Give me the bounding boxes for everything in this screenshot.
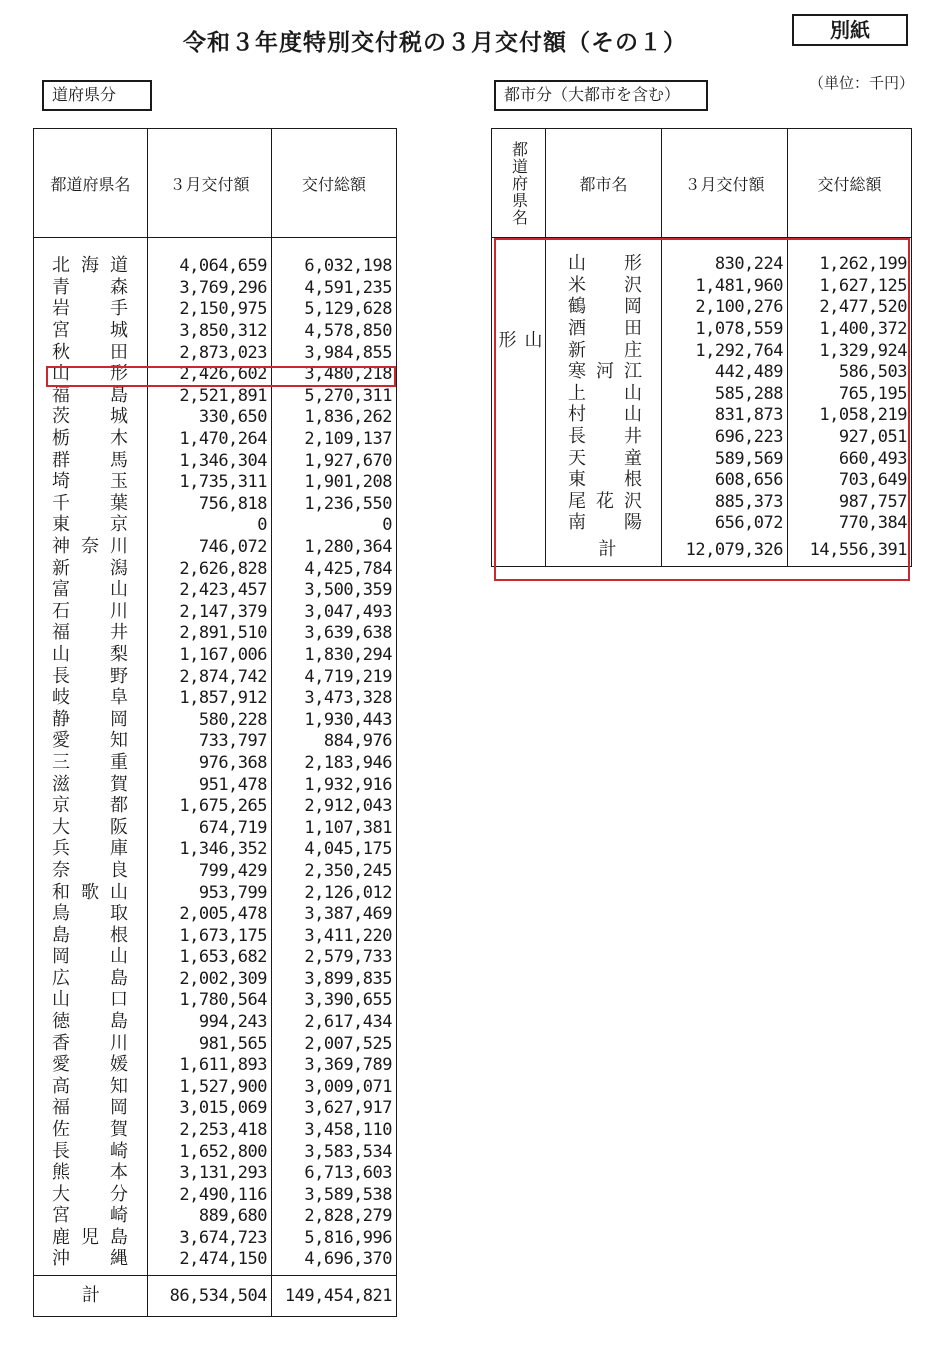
march-amount: 2,521,891 xyxy=(148,385,272,407)
prefecture-name: 静 岡 xyxy=(34,709,148,731)
table-row xyxy=(34,903,397,925)
total-amount: 1,927,670 xyxy=(272,450,397,472)
march-amount: 442,489 xyxy=(662,361,788,383)
total-amount: 2,477,520 xyxy=(788,297,912,319)
prefecture-name: 兵 庫 xyxy=(34,839,148,861)
prefecture-name: 山 梨 xyxy=(34,644,148,666)
march-amount: 1,346,352 xyxy=(148,839,272,861)
prefecture-name: 熊 本 xyxy=(34,1162,148,1184)
total-amount: 4,578,850 xyxy=(272,320,397,342)
march-amount: 656,072 xyxy=(662,513,788,535)
prefecture-name: 神 奈 川 xyxy=(34,536,148,558)
march-amount: 1,673,175 xyxy=(148,925,272,947)
total-amount: 3,589,538 xyxy=(272,1184,397,1206)
prefecture-name: 京 都 xyxy=(34,795,148,817)
table-row xyxy=(492,254,912,276)
prefecture-name: 愛 媛 xyxy=(34,1054,148,1076)
prefecture-name: 山 形 xyxy=(34,363,148,385)
march-amount: 3,769,296 xyxy=(148,277,272,299)
table-row xyxy=(34,817,397,839)
table-row xyxy=(34,450,397,472)
march-amount: 1,527,900 xyxy=(148,1076,272,1098)
total-amount: 6,032,198 xyxy=(272,256,397,278)
table-row xyxy=(34,1162,397,1184)
march-amount: 746,072 xyxy=(148,536,272,558)
total-amount: 3,583,534 xyxy=(272,1141,397,1163)
table-row xyxy=(492,318,912,340)
table-row xyxy=(492,491,912,513)
total-amount: 3,639,638 xyxy=(272,623,397,645)
prefecture-name: 宮 城 xyxy=(34,320,148,342)
table-row xyxy=(34,342,397,364)
total-amount: 3,473,328 xyxy=(272,687,397,709)
table-row xyxy=(34,644,397,666)
city-section-label: 都市分（大都市を含む） xyxy=(494,80,708,111)
total-label: 計 xyxy=(546,534,662,567)
march-amount: 976,368 xyxy=(148,752,272,774)
march-amount: 1,675,265 xyxy=(148,795,272,817)
total-amount: 660,493 xyxy=(788,448,912,470)
total-amount: 3,387,469 xyxy=(272,903,397,925)
total-amount: 2,007,525 xyxy=(272,1033,397,1055)
march-amount: 1,078,559 xyxy=(662,318,788,340)
table-row xyxy=(34,990,397,1012)
table-row xyxy=(34,687,397,709)
march-amount: 580,228 xyxy=(148,709,272,731)
table-row xyxy=(492,513,912,535)
table-row xyxy=(34,925,397,947)
march-amount: 4,064,659 xyxy=(148,256,272,278)
total-amount: 2,109,137 xyxy=(272,428,397,450)
march-amount: 2,147,379 xyxy=(148,601,272,623)
prefecture-name: 埼 玉 xyxy=(34,471,148,493)
table-row xyxy=(34,1054,397,1076)
prefecture-name: 福 岡 xyxy=(34,1098,148,1120)
city-name: 天 童 xyxy=(546,448,662,470)
total-march-amount: 12,079,326 xyxy=(662,534,788,567)
table-row xyxy=(34,709,397,731)
march-amount: 799,429 xyxy=(148,860,272,882)
total-amount: 703,649 xyxy=(788,469,912,491)
column-header-prefecture: 都道府県名 xyxy=(34,129,148,238)
prefecture-name: 大 阪 xyxy=(34,817,148,839)
table-row xyxy=(34,1011,397,1033)
column-header-march-amount: ３月交付額 xyxy=(148,129,272,238)
city-name: 上 山 xyxy=(546,383,662,405)
table-row xyxy=(492,361,912,383)
city-name: 尾 花 沢 xyxy=(546,491,662,513)
total-amount: 586,503 xyxy=(788,361,912,383)
table-row xyxy=(34,1206,397,1228)
prefecture-name: 和 歌 山 xyxy=(34,882,148,904)
city-name: 米 沢 xyxy=(546,275,662,297)
prefecture-name: 千 葉 xyxy=(34,493,148,515)
prefecture-name: 栃 木 xyxy=(34,428,148,450)
table-row xyxy=(492,405,912,427)
prefecture-name xyxy=(492,254,546,567)
prefecture-name: 北 海 道 xyxy=(34,256,148,278)
total-amount: 4,719,219 xyxy=(272,666,397,688)
total-amount: 1,932,916 xyxy=(272,774,397,796)
total-amount: 3,627,917 xyxy=(272,1098,397,1120)
march-amount: 756,818 xyxy=(148,493,272,515)
table-row xyxy=(34,752,397,774)
prefecture-name: 宮 崎 xyxy=(34,1206,148,1228)
march-amount: 733,797 xyxy=(148,731,272,753)
total-amount: 1,280,364 xyxy=(272,536,397,558)
march-amount: 830,224 xyxy=(662,254,788,276)
table-row xyxy=(34,1098,397,1120)
march-amount: 1,346,304 xyxy=(148,450,272,472)
column-header-prefecture: 都道府県名 xyxy=(492,129,546,238)
table-row xyxy=(34,839,397,861)
march-amount: 1,857,912 xyxy=(148,687,272,709)
march-amount: 831,873 xyxy=(662,405,788,427)
total-amount: 770,384 xyxy=(788,513,912,535)
march-amount: 889,680 xyxy=(148,1206,272,1228)
table-row xyxy=(34,363,397,385)
city-table xyxy=(491,128,912,567)
march-amount: 1,292,764 xyxy=(662,340,788,362)
march-amount: 2,100,276 xyxy=(662,297,788,319)
march-amount: 994,243 xyxy=(148,1011,272,1033)
table-row xyxy=(34,385,397,407)
prefecture-name: 広 島 xyxy=(34,968,148,990)
total-amount: 1,930,443 xyxy=(272,709,397,731)
city-name: 山 形 xyxy=(546,254,662,276)
march-amount: 951,478 xyxy=(148,774,272,796)
table-row xyxy=(34,558,397,580)
march-amount: 3,131,293 xyxy=(148,1162,272,1184)
march-amount: 981,565 xyxy=(148,1033,272,1055)
march-amount: 2,150,975 xyxy=(148,299,272,321)
table-row xyxy=(34,947,397,969)
total-amount: 2,912,043 xyxy=(272,795,397,817)
table-row xyxy=(34,795,397,817)
total-amount: 1,836,262 xyxy=(272,407,397,429)
total-amount: 2,828,279 xyxy=(272,1206,397,1228)
total-amount: 3,500,359 xyxy=(272,579,397,601)
march-amount: 589,569 xyxy=(662,448,788,470)
march-amount: 3,850,312 xyxy=(148,320,272,342)
total-amount: 5,816,996 xyxy=(272,1227,397,1249)
city-name: 酒 田 xyxy=(546,318,662,340)
prefecture-name: 鹿 児 島 xyxy=(34,1227,148,1249)
table-row xyxy=(34,1141,397,1163)
march-amount: 696,223 xyxy=(662,426,788,448)
table-row xyxy=(34,579,397,601)
prefecture-name: 佐 賀 xyxy=(34,1119,148,1141)
total-amount: 4,591,235 xyxy=(272,277,397,299)
total-amount: 1,400,372 xyxy=(788,318,912,340)
table-row xyxy=(34,860,397,882)
document-title: 令和３年度特別交付税の３月交付額（その１） xyxy=(183,30,687,56)
total-label: 計 xyxy=(34,1275,148,1316)
total-amount: 5,270,311 xyxy=(272,385,397,407)
total-amount: 3,984,855 xyxy=(272,342,397,364)
prefecture-name: 茨 城 xyxy=(34,407,148,429)
prefecture-name: 岩 手 xyxy=(34,299,148,321)
attachment-label: 別紙 xyxy=(792,14,908,46)
prefecture-name: 青 森 xyxy=(34,277,148,299)
column-header-march-amount: ３月交付額 xyxy=(662,129,788,238)
prefecture-name: 徳 島 xyxy=(34,1011,148,1033)
table-row xyxy=(34,320,397,342)
prefecture-name: 滋 賀 xyxy=(34,774,148,796)
total-amount: 4,696,370 xyxy=(272,1249,397,1276)
total-amount: 2,617,434 xyxy=(272,1011,397,1033)
march-amount: 2,891,510 xyxy=(148,623,272,645)
prefecture-name: 島 根 xyxy=(34,925,148,947)
total-amount: 3,458,110 xyxy=(272,1119,397,1141)
table-row xyxy=(34,515,397,537)
total-amount: 3,411,220 xyxy=(272,925,397,947)
table-row xyxy=(34,493,397,515)
total-row xyxy=(492,534,912,567)
march-amount: 1,735,311 xyxy=(148,471,272,493)
total-amount: 1,058,219 xyxy=(788,405,912,427)
grand-total-amount: 149,454,821 xyxy=(272,1275,397,1316)
total-amount: 1,236,550 xyxy=(272,493,397,515)
table-row xyxy=(34,1227,397,1249)
march-amount: 1,611,893 xyxy=(148,1054,272,1076)
total-amount: 2,579,733 xyxy=(272,947,397,969)
city-name: 鶴 岡 xyxy=(546,297,662,319)
total-amount: 884,976 xyxy=(272,731,397,753)
prefecture-name: 岐 阜 xyxy=(34,687,148,709)
march-amount: 3,015,069 xyxy=(148,1098,272,1120)
total-amount: 3,369,789 xyxy=(272,1054,397,1076)
march-amount: 2,874,742 xyxy=(148,666,272,688)
total-amount: 4,425,784 xyxy=(272,558,397,580)
table-row xyxy=(492,297,912,319)
column-header-city: 都市名 xyxy=(546,129,662,238)
total-amount: 5,129,628 xyxy=(272,299,397,321)
total-amount: 765,195 xyxy=(788,383,912,405)
prefecture-name: 高 知 xyxy=(34,1076,148,1098)
march-amount: 330,650 xyxy=(148,407,272,429)
table-row xyxy=(34,1119,397,1141)
march-amount: 885,373 xyxy=(662,491,788,513)
table-row xyxy=(492,469,912,491)
city-name: 東 根 xyxy=(546,469,662,491)
march-amount: 2,005,478 xyxy=(148,903,272,925)
table-row xyxy=(492,448,912,470)
table-row xyxy=(34,731,397,753)
total-row xyxy=(34,1275,397,1316)
prefecture-name: 岡 山 xyxy=(34,947,148,969)
prefecture-name: 長 野 xyxy=(34,666,148,688)
march-amount: 674,719 xyxy=(148,817,272,839)
march-amount: 1,470,264 xyxy=(148,428,272,450)
prefecture-name: 秋 田 xyxy=(34,342,148,364)
march-amount: 1,167,006 xyxy=(148,644,272,666)
city-name: 新 庄 xyxy=(546,340,662,362)
march-amount: 1,780,564 xyxy=(148,990,272,1012)
march-amount: 1,481,960 xyxy=(662,275,788,297)
prefecture-name: 新 潟 xyxy=(34,558,148,580)
city-name: 寒 河 江 xyxy=(546,361,662,383)
prefecture-name: 大 分 xyxy=(34,1184,148,1206)
total-amount: 1,329,924 xyxy=(788,340,912,362)
total-amount: 1,627,125 xyxy=(788,275,912,297)
march-amount: 2,426,602 xyxy=(148,363,272,385)
table-row xyxy=(34,1184,397,1206)
table-row xyxy=(492,426,912,448)
total-amount: 1,901,208 xyxy=(272,471,397,493)
total-amount: 1,830,294 xyxy=(272,644,397,666)
grand-total-amount: 14,556,391 xyxy=(788,534,912,567)
total-amount: 6,713,603 xyxy=(272,1162,397,1184)
march-amount: 2,873,023 xyxy=(148,342,272,364)
table-row xyxy=(34,666,397,688)
total-amount: 3,047,493 xyxy=(272,601,397,623)
city-name: 村 山 xyxy=(546,405,662,427)
total-amount: 927,051 xyxy=(788,426,912,448)
march-amount: 0 xyxy=(148,515,272,537)
table-row xyxy=(34,601,397,623)
march-amount: 2,423,457 xyxy=(148,579,272,601)
prefecture-name-text: 山形 xyxy=(495,329,543,478)
prefecture-name: 群 馬 xyxy=(34,450,148,472)
prefecture-name: 沖 縄 xyxy=(34,1249,148,1276)
table-row xyxy=(34,623,397,645)
total-amount: 3,899,835 xyxy=(272,968,397,990)
total-amount: 2,183,946 xyxy=(272,752,397,774)
march-amount: 1,653,682 xyxy=(148,947,272,969)
prefecture-name: 福 井 xyxy=(34,623,148,645)
march-amount: 608,656 xyxy=(662,469,788,491)
city-name: 長 井 xyxy=(546,426,662,448)
prefecture-name: 福 島 xyxy=(34,385,148,407)
table-row xyxy=(34,536,397,558)
table-row xyxy=(34,256,397,278)
total-amount: 4,045,175 xyxy=(272,839,397,861)
total-amount: 3,390,655 xyxy=(272,990,397,1012)
table-row xyxy=(34,277,397,299)
march-amount: 953,799 xyxy=(148,882,272,904)
city-name: 南 陽 xyxy=(546,513,662,535)
total-amount: 1,107,381 xyxy=(272,817,397,839)
prefecture-name: 山 口 xyxy=(34,990,148,1012)
march-amount: 2,626,828 xyxy=(148,558,272,580)
table-row xyxy=(492,340,912,362)
table-row xyxy=(34,1076,397,1098)
prefecture-section-label: 道府県分 xyxy=(42,80,152,111)
total-amount: 3,009,071 xyxy=(272,1076,397,1098)
prefecture-name: 三 重 xyxy=(34,752,148,774)
total-amount: 1,262,199 xyxy=(788,254,912,276)
prefecture-name: 長 崎 xyxy=(34,1141,148,1163)
table-row xyxy=(34,882,397,904)
total-march-amount: 86,534,504 xyxy=(148,1275,272,1316)
column-header-total-amount: 交付総額 xyxy=(788,129,912,238)
march-amount: 2,490,116 xyxy=(148,1184,272,1206)
march-amount: 585,288 xyxy=(662,383,788,405)
table-row xyxy=(34,1249,397,1276)
total-amount: 2,126,012 xyxy=(272,882,397,904)
table-row xyxy=(34,407,397,429)
table-row xyxy=(492,275,912,297)
total-amount: 3,480,218 xyxy=(272,363,397,385)
march-amount: 3,674,723 xyxy=(148,1227,272,1249)
total-amount: 0 xyxy=(272,515,397,537)
table-row xyxy=(34,471,397,493)
total-amount: 2,350,245 xyxy=(272,860,397,882)
prefecture-name: 奈 良 xyxy=(34,860,148,882)
table-row xyxy=(34,968,397,990)
table-row xyxy=(34,774,397,796)
prefecture-name: 富 山 xyxy=(34,579,148,601)
table-row xyxy=(34,1033,397,1055)
march-amount: 2,474,150 xyxy=(148,1249,272,1276)
table-row xyxy=(492,383,912,405)
march-amount: 2,002,309 xyxy=(148,968,272,990)
table-row xyxy=(34,428,397,450)
column-header-total-amount: 交付総額 xyxy=(272,129,397,238)
prefecture-name: 鳥 取 xyxy=(34,903,148,925)
prefecture-table-body xyxy=(34,238,397,1317)
prefecture-name: 愛 知 xyxy=(34,731,148,753)
unit-note: （単位：千円） xyxy=(808,74,914,92)
total-amount: 987,757 xyxy=(788,491,912,513)
prefecture-name: 石 川 xyxy=(34,601,148,623)
prefecture-name: 東 京 xyxy=(34,515,148,537)
prefecture-name: 香 川 xyxy=(34,1033,148,1055)
prefecture-table xyxy=(33,128,397,1317)
table-row xyxy=(34,299,397,321)
march-amount: 1,652,800 xyxy=(148,1141,272,1163)
march-amount: 2,253,418 xyxy=(148,1119,272,1141)
city-table-body xyxy=(492,238,912,567)
